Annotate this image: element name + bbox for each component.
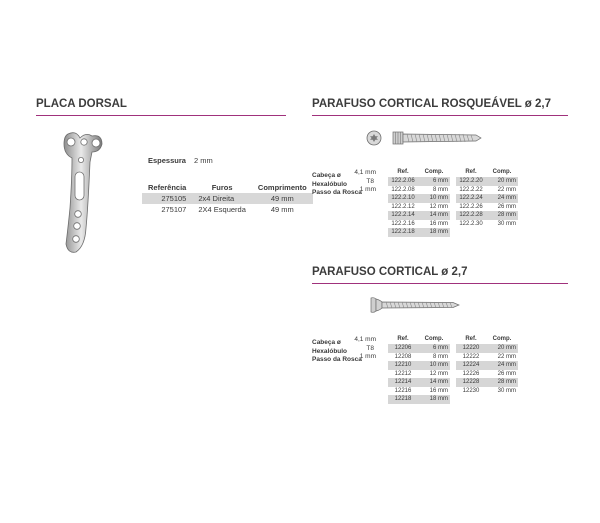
cell-comp: 12 mm <box>429 370 448 377</box>
table-row <box>456 344 518 353</box>
cell-comp: 18 mm <box>418 228 450 237</box>
cell-ref: 122.2.24 <box>456 194 486 203</box>
screw-head-image <box>366 130 382 146</box>
table-row <box>456 186 518 195</box>
cortical-specs <box>312 336 376 362</box>
table-row <box>388 186 450 195</box>
spec-value: T8 <box>366 344 374 352</box>
cell-comp: 14 mm <box>418 378 450 387</box>
espessura <box>148 156 213 165</box>
rosqueavel-table-right <box>456 168 518 228</box>
table-row <box>456 387 518 396</box>
col-referencia: Referência <box>148 183 187 192</box>
cortical-title-rule <box>312 283 568 284</box>
cell-ref: 122.2.10 <box>388 194 418 203</box>
espessura-value: 2 mm <box>194 156 213 165</box>
spec-value: 4,1 mm <box>354 169 376 176</box>
placa-table <box>142 182 313 215</box>
cell-ref: 122.2.18 <box>388 228 418 237</box>
spec-label: Cabeça ø <box>312 172 341 179</box>
col-comp: Comp. <box>492 169 512 175</box>
cell-ref: 12216 <box>394 387 412 394</box>
table-row <box>388 387 450 396</box>
cortical-table-left <box>388 335 450 404</box>
spec-value: 1 mm <box>359 353 376 360</box>
col-comp: Comp. <box>492 336 512 342</box>
cell-comp: 30 mm <box>497 220 516 227</box>
cortical-table-right <box>456 335 518 395</box>
spec-label: Passo da Rosca <box>312 189 362 196</box>
cell-ref: 275105 <box>142 193 192 204</box>
table-row <box>456 378 518 387</box>
table-row <box>388 344 450 353</box>
cell-ref: 12224 <box>456 361 486 370</box>
table-row <box>142 193 313 204</box>
cell-comp: 22 mm <box>497 186 516 193</box>
cell-ref: 12214 <box>388 378 418 387</box>
cell-ref: 12226 <box>462 370 480 377</box>
cell-comp: 18 mm <box>418 395 450 404</box>
table-row <box>456 211 518 220</box>
table-row <box>456 361 518 370</box>
table-row <box>142 204 313 215</box>
cell-ref: 275107 <box>161 205 187 214</box>
cell-comp: 20 mm <box>486 344 518 353</box>
cell-comp: 26 mm <box>497 203 516 210</box>
cell-comp: 26 mm <box>497 370 516 377</box>
cell-ref: 122.2.20 <box>456 177 486 186</box>
dorsal-plate-image <box>60 128 108 258</box>
cortical-title: PARAFUSO CORTICAL ø 2,7 <box>312 266 468 278</box>
cell-comp: 49 mm <box>270 205 294 214</box>
placa-title-rule <box>36 115 286 116</box>
spec-label: Hexalóbulo <box>312 347 348 355</box>
col-ref: Ref. <box>465 169 477 175</box>
rosqueavel-screw-image <box>392 130 482 146</box>
cell-ref: 122.2.30 <box>459 220 483 227</box>
rosqueavel-title-rule <box>312 115 568 116</box>
cell-ref: 12210 <box>388 361 418 370</box>
cell-comp: 24 mm <box>486 361 518 370</box>
cell-ref: 122.2.26 <box>459 203 483 210</box>
cell-comp: 6 mm <box>418 177 450 186</box>
espessura-label: Espessura <box>148 156 186 165</box>
table-row <box>388 370 450 379</box>
cell-ref: 12218 <box>388 395 418 404</box>
spec-label: Hexalóbulo <box>312 180 348 188</box>
table-row <box>456 353 518 362</box>
cell-ref: 122.2.16 <box>391 220 415 227</box>
cell-ref: 12212 <box>394 370 412 377</box>
cell-comp: 30 mm <box>497 387 516 394</box>
table-row <box>456 194 518 203</box>
col-furos: Furos <box>211 183 233 192</box>
cell-ref: 12208 <box>394 353 412 360</box>
cell-ref: 12220 <box>456 344 486 353</box>
cell-ref: 12222 <box>462 353 480 360</box>
table-row <box>456 177 518 186</box>
table-row <box>388 361 450 370</box>
placa-title: PLACA DORSAL <box>36 98 127 110</box>
spec-label: Passo da Rosca <box>312 356 362 363</box>
cell-comp: 12 mm <box>429 203 448 210</box>
table-row <box>388 203 450 212</box>
col-comp: Comp. <box>424 336 444 342</box>
table-row <box>388 228 450 237</box>
table-row <box>388 353 450 362</box>
col-comp: Comp. <box>424 169 444 175</box>
cell-comp: 20 mm <box>486 177 518 186</box>
cell-comp: 14 mm <box>418 211 450 220</box>
col-comprimento: Comprimento <box>257 183 307 192</box>
cell-ref: 122.2.08 <box>391 186 415 193</box>
table-row <box>388 194 450 203</box>
cell-comp: 28 mm <box>486 211 518 220</box>
table-row <box>388 220 450 229</box>
table-row <box>388 378 450 387</box>
rosqueavel-title: PARAFUSO CORTICAL ROSQUEÁVEL ø 2,7 <box>312 98 551 110</box>
spec-value: T8 <box>366 177 374 185</box>
cell-comp: 22 mm <box>497 353 516 360</box>
table-row <box>456 203 518 212</box>
spec-value: 4,1 mm <box>354 336 376 343</box>
table-row <box>456 220 518 229</box>
col-ref: Ref. <box>397 169 409 175</box>
cell-ref: 122.2.14 <box>388 211 418 220</box>
table-row <box>388 211 450 220</box>
col-ref: Ref. <box>397 336 409 342</box>
cell-ref: 122.2.22 <box>459 186 483 193</box>
cell-comp: 8 mm <box>433 186 448 193</box>
cell-comp: 49 mm <box>252 193 313 204</box>
cell-ref: 12230 <box>462 387 480 394</box>
table-row <box>388 395 450 404</box>
cell-comp: 28 mm <box>486 378 518 387</box>
cell-furos: 2x4 Direita <box>192 193 252 204</box>
rosqueavel-specs <box>312 169 376 195</box>
rosqueavel-table-left <box>388 168 450 237</box>
spec-value: 1 mm <box>359 186 376 193</box>
table-row <box>456 370 518 379</box>
table-row <box>388 177 450 186</box>
cell-ref: 122.2.28 <box>456 211 486 220</box>
col-ref: Ref. <box>465 336 477 342</box>
cell-ref: 12206 <box>388 344 418 353</box>
cortical-screw-image <box>370 297 460 313</box>
cell-comp: 6 mm <box>418 344 450 353</box>
cell-ref: 12228 <box>456 378 486 387</box>
cell-comp: 16 mm <box>429 220 448 227</box>
cell-comp: 24 mm <box>486 194 518 203</box>
cell-ref: 122.2.12 <box>391 203 415 210</box>
spec-label: Cabeça ø <box>312 339 341 346</box>
cell-comp: 10 mm <box>418 361 450 370</box>
cell-comp: 8 mm <box>433 353 448 360</box>
cell-ref: 122.2.06 <box>388 177 418 186</box>
cell-furos: 2X4 Esquerda <box>198 205 246 214</box>
cell-comp: 10 mm <box>418 194 450 203</box>
cell-comp: 16 mm <box>429 387 448 394</box>
